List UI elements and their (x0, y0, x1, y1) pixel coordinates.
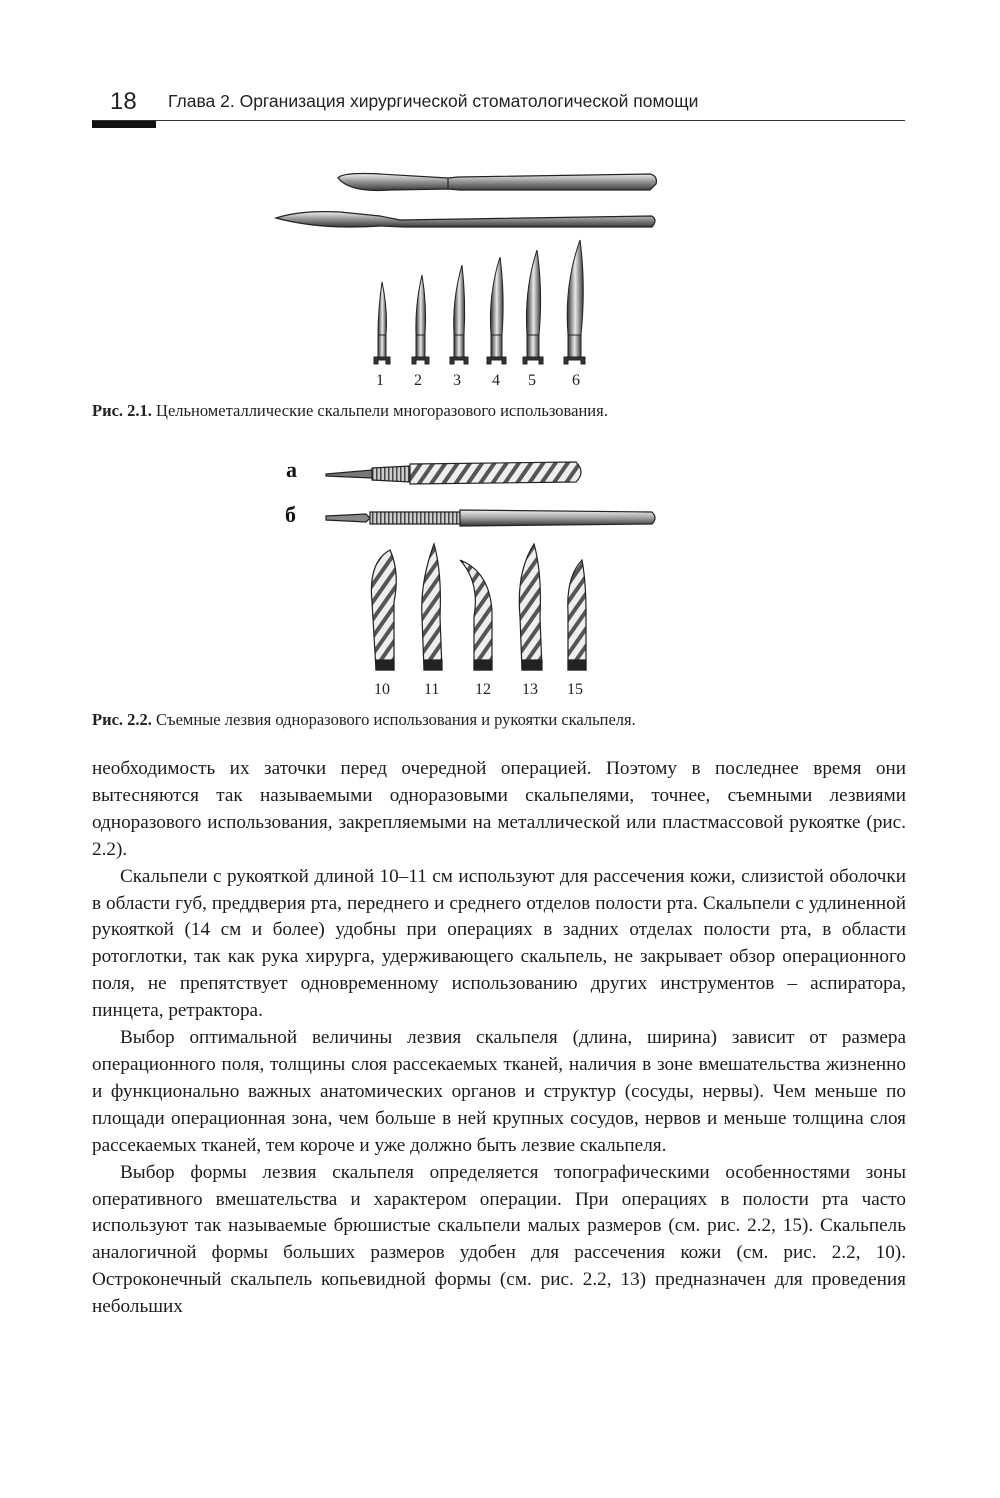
paragraph: необходимость их заточки перед очередной операцией. Поэтому в последнее время они вытесняются так называемыми одноразовыми скальпелями, точнее, съемными лезвиями одноразового использования, закрепляемыми на металлической или пластмассовой рукоятке (рис. 2.2). (92, 758, 906, 860)
caption-label: Рис. 2.1. (92, 401, 152, 420)
figure-2-label-b: б (285, 502, 296, 527)
blade-11-illustration (422, 544, 442, 670)
body-text (92, 756, 906, 1321)
small-scalpel-2 (412, 275, 429, 364)
header-rule-accent (92, 121, 156, 128)
figure-2-1-caption (92, 401, 608, 421)
figure-2-number: 12 (475, 681, 491, 698)
figure-2-number: 15 (567, 681, 583, 698)
figure-2-2-caption (92, 710, 636, 730)
figure-1-number: 2 (414, 372, 422, 389)
scalpel-illustration (276, 212, 655, 227)
caption-text: Съемные лезвия одноразового использования и рукоятки скальпеля. (151, 710, 636, 729)
figure-2-1-illustration (270, 160, 670, 375)
caption-text: Цельнометаллические скальпели многоразового использования. (151, 401, 608, 420)
figure-2-label-a: а (286, 457, 297, 482)
figure-1-number: 1 (376, 372, 384, 389)
handle-b-illustration (326, 510, 655, 526)
figure-2-number: 10 (374, 681, 390, 698)
paragraph: Скальпели с рукояткой длиной 10–11 см используют для рассечения кожи, слизистой оболочки в области губ, преддверия рта, переднего и среднего отделов полости рта. Скальпели с удлиненной рукояткой (14 см и более) удобны при операциях в задних отделах полости рта, в области ротоглотки, так как рука хирурга, удерживающего скальпель, не закрывает обзор операционного поля, не препятствует одновременному использованию других инструментов – аспиратора, пинцета, ретрактора. (92, 865, 906, 1022)
blade-12-illustration (460, 560, 492, 670)
paragraph: Выбор оптимальной величины лезвия скальпеля (длина, ширина) зависит от размера операционного поля, толщины слоя рассекаемых тканей, наличия в зоне вмешательства жизненно и функционально важных анатомических органов и структур (сосуды, нервы). Чем меньше по площади операционная зона, чем больше в ней крупных сосудов, нервов и меньше толщина слоя рассекаемых тканей, тем короче и уже должно быть лезвие скальпеля. (92, 1027, 906, 1156)
small-scalpel-5 (523, 250, 543, 364)
running-header (92, 86, 905, 126)
figure-1-number: 5 (528, 372, 536, 389)
figure-1-number: 3 (453, 372, 461, 389)
small-scalpel-1 (374, 282, 390, 364)
handle-a-illustration (326, 462, 581, 484)
header-rule (92, 120, 905, 121)
blade-15-illustration (568, 560, 586, 670)
figure-1-number: 4 (492, 372, 500, 389)
paragraph: Выбор формы лезвия скальпеля определяется топографическими особенностями зоны оперативного вмешательства и характером операции. При операциях в полости рта часто используют так называемые брюшистые скальпели малых размеров (см. рис. 2.2, 15). Скальпель аналогичной формы больших размеров удобен для рассечения кожи (см. рис. 2.2, 10). Остроконечный скальпель копьевидной формы (см. рис. 2.2, 13) предназначен для проведения небольших (92, 1161, 906, 1318)
blade-13-illustration (519, 544, 542, 670)
small-scalpel-4 (487, 257, 506, 364)
figure-2-number: 11 (424, 681, 440, 698)
scalpel-illustration (338, 174, 656, 191)
figure-2-2-illustration (280, 452, 670, 682)
page-number: 18 (110, 88, 137, 115)
small-scalpel-3 (450, 265, 468, 364)
figure-2-number: 13 (522, 681, 538, 698)
figure-1-number: 6 (572, 372, 580, 389)
caption-label: Рис. 2.2. (92, 710, 152, 729)
blade-10-illustration (371, 550, 396, 670)
chapter-title: Глава 2. Организация хирургической стоматологической помощи (168, 91, 699, 111)
small-scalpel-6 (564, 240, 585, 364)
